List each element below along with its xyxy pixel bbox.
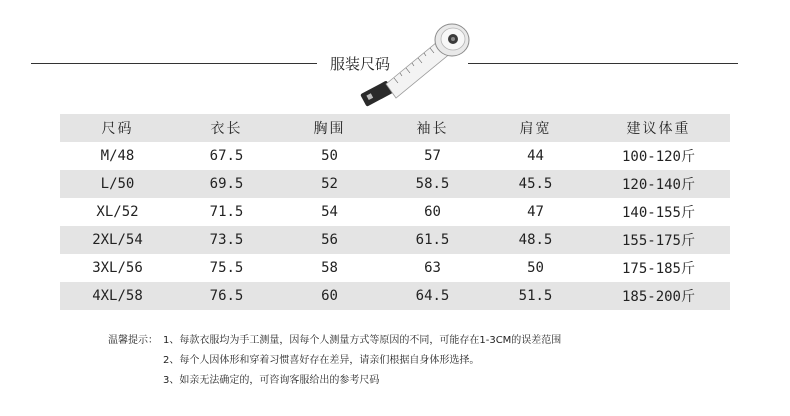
table-row [60, 198, 730, 226]
cell-length: 69.5 [175, 170, 278, 198]
notes-label: 温馨提示： [108, 335, 158, 346]
cell-sleeve: 63 [424, 260, 441, 276]
header-sleeve: 袖长 [381, 114, 484, 142]
cell-shoulder: 48.5 [484, 226, 587, 254]
cell-chest: 52 [278, 170, 381, 198]
header-size: 尺码 [60, 114, 175, 142]
table-header-row [60, 114, 730, 142]
cell-size: M/48 [100, 148, 135, 164]
cell-weight: 100-120斤 [621, 149, 695, 165]
cell-sleeve: 60 [424, 204, 441, 220]
table-row [60, 282, 730, 310]
cell-weight: 120-140斤 [587, 170, 730, 198]
table-row [60, 254, 730, 282]
table-row [60, 142, 730, 170]
cell-sleeve: 61.5 [381, 226, 484, 254]
cell-chest: 56 [278, 226, 381, 254]
cell-size: 3XL/56 [92, 260, 143, 276]
cell-shoulder: 44 [527, 148, 544, 164]
tape-measure-icon [356, 12, 476, 112]
header-shoulder: 肩宽 [484, 114, 587, 142]
cell-chest: 50 [321, 148, 338, 164]
title-rule-right [468, 63, 738, 64]
cell-size: L/50 [60, 170, 175, 198]
header-length: 衣长 [175, 114, 278, 142]
cell-length: 67.5 [209, 148, 244, 164]
header-chest: 胸围 [278, 114, 381, 142]
note-text: 2、每个人因体形和穿着习惯喜好存在差异，请亲们根据自身体形选择。 [163, 355, 480, 366]
header-weight: 建议体重 [587, 114, 730, 142]
cell-chest: 58 [321, 260, 338, 276]
cell-weight: 155-175斤 [587, 226, 730, 254]
note-text: 3、如亲无法确定的，可咨询客服给出的参考尺码 [163, 375, 380, 386]
table-row [60, 226, 730, 254]
note-text: 1、每款衣服均为手工测量，因每个人测量方式等原因的不同，可能存在1-3CM的误差范围 [163, 335, 562, 346]
cell-sleeve: 58.5 [381, 170, 484, 198]
cell-sleeve: 64.5 [381, 282, 484, 310]
cell-chest: 60 [278, 282, 381, 310]
size-table [60, 114, 730, 310]
page-title: 服装尺码 [330, 55, 391, 73]
table-row [60, 170, 730, 198]
cell-length: 75.5 [209, 260, 244, 276]
cell-chest: 54 [321, 204, 338, 220]
cell-weight: 140-155斤 [621, 205, 695, 221]
cell-shoulder: 50 [527, 260, 544, 276]
cell-shoulder: 47 [527, 204, 544, 220]
cell-size: 4XL/58 [60, 282, 175, 310]
cell-shoulder: 45.5 [484, 170, 587, 198]
cell-sleeve: 57 [424, 148, 441, 164]
cell-size: 2XL/54 [60, 226, 175, 254]
cell-length: 73.5 [175, 226, 278, 254]
cell-weight: 185-200斤 [587, 282, 730, 310]
cell-shoulder: 51.5 [484, 282, 587, 310]
cell-length: 71.5 [209, 204, 244, 220]
cell-weight: 175-185斤 [621, 261, 695, 277]
cell-length: 76.5 [175, 282, 278, 310]
title-rule-left [31, 63, 317, 64]
cell-size: XL/52 [96, 204, 139, 220]
